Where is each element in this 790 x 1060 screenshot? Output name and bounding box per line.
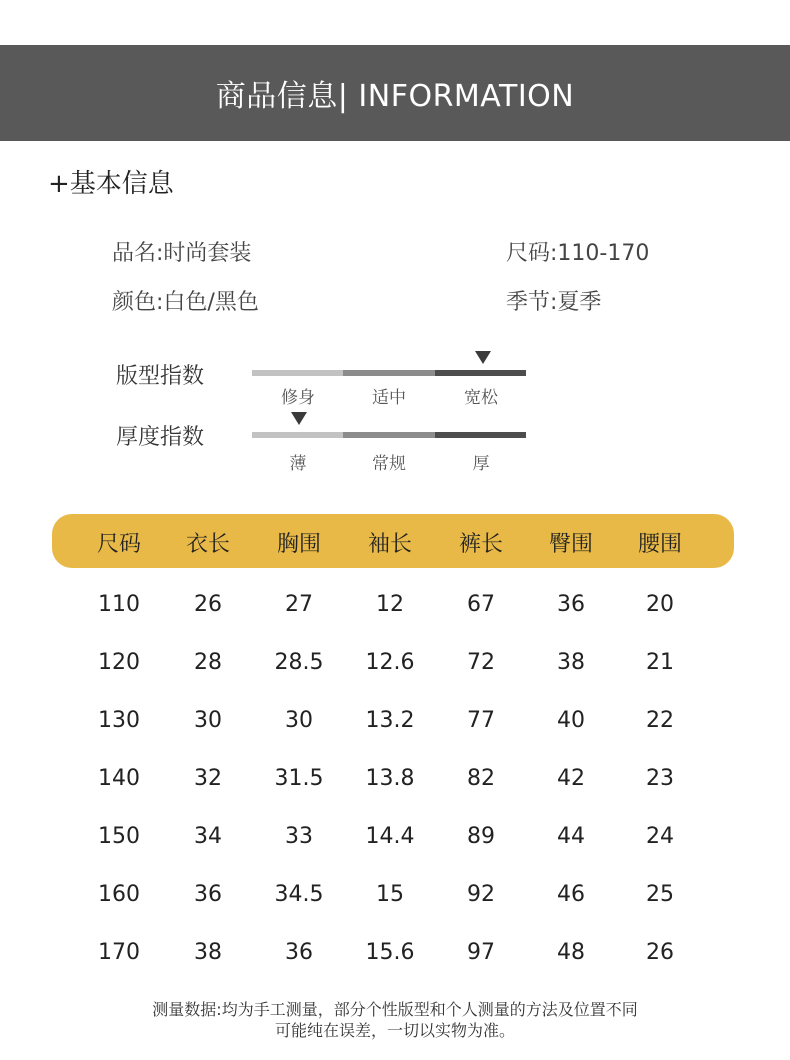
cell-waist: 26	[646, 940, 674, 965]
cell-hip: 48	[557, 940, 585, 965]
cell-hip: 38	[557, 650, 585, 675]
cell-hip: 44	[557, 824, 585, 849]
cell-chest: 34.5	[274, 882, 324, 907]
cell-pants-length: 97	[467, 940, 495, 965]
cell-pants-length: 72	[467, 650, 495, 675]
fit-option-loose: 宽松	[464, 388, 498, 408]
column-header-chest: 胸围	[276, 532, 321, 557]
thickness-selected-marker-icon	[291, 412, 307, 425]
cell-top-length: 28	[194, 650, 222, 675]
thickness-option-thin: 薄	[289, 454, 307, 474]
thickness-option-thick: 厚	[472, 454, 490, 474]
cell-size: 170	[98, 940, 140, 965]
fit-segment-loose	[435, 370, 526, 376]
cell-waist: 20	[646, 592, 674, 617]
cell-hip: 42	[557, 766, 585, 791]
thickness-segment-thin	[252, 432, 343, 438]
cell-sleeve: 12.6	[365, 650, 415, 675]
cell-size: 120	[98, 650, 140, 675]
cell-top-length: 30	[194, 708, 222, 733]
column-header-waist: 腰围	[637, 532, 682, 557]
cell-size: 110	[98, 592, 140, 617]
fit-index-label: 版型指数	[116, 364, 205, 389]
table-row	[0, 818, 790, 858]
size-range: 尺码:110-170	[506, 241, 650, 266]
column-header-size: 尺码	[96, 532, 141, 557]
cell-top-length: 26	[194, 592, 222, 617]
cell-waist: 23	[646, 766, 674, 791]
product-name: 品名:时尚套装	[112, 241, 252, 266]
table-row	[0, 702, 790, 742]
cell-size: 130	[98, 708, 140, 733]
cell-size: 160	[98, 882, 140, 907]
cell-pants-length: 92	[467, 882, 495, 907]
table-row	[0, 760, 790, 800]
fit-index-bar	[252, 370, 526, 376]
cell-chest: 28.5	[274, 650, 324, 675]
footer-note-line-1: 测量数据:均为手工测量，部分个性版型和个人测量的方法及位置不同	[152, 1000, 638, 1019]
cell-hip: 40	[557, 708, 585, 733]
footer-note-line-2: 可能纯在误差，一切以实物为准。	[274, 1021, 515, 1040]
thickness-segment-normal	[343, 432, 434, 438]
cell-pants-length: 89	[467, 824, 495, 849]
thickness-option-normal: 常规	[372, 454, 406, 474]
cell-waist: 24	[646, 824, 674, 849]
column-header-top-length: 衣长	[185, 532, 230, 557]
table-row	[0, 876, 790, 916]
product-color: 颜色:白色/黑色	[112, 290, 259, 315]
cell-top-length: 36	[194, 882, 222, 907]
cell-sleeve: 12	[376, 592, 404, 617]
page-title: 商品信息| INFORMATION	[215, 79, 575, 114]
cell-pants-length: 77	[467, 708, 495, 733]
thickness-index-label: 厚度指数	[116, 425, 205, 450]
cell-sleeve: 14.4	[365, 824, 415, 849]
cell-chest: 33	[285, 824, 313, 849]
cell-chest: 31.5	[274, 766, 324, 791]
cell-pants-length: 67	[467, 592, 495, 617]
thickness-index-bar	[252, 432, 526, 438]
cell-top-length: 38	[194, 940, 222, 965]
basic-info-title: +基本信息	[48, 169, 174, 199]
size-table-header	[52, 514, 734, 568]
cell-pants-length: 82	[467, 766, 495, 791]
cell-top-length: 34	[194, 824, 222, 849]
table-row	[0, 586, 790, 626]
product-season: 季节:夏季	[506, 290, 602, 315]
cell-size: 150	[98, 824, 140, 849]
cell-waist: 25	[646, 882, 674, 907]
table-row	[0, 644, 790, 684]
cell-chest: 27	[285, 592, 313, 617]
cell-chest: 30	[285, 708, 313, 733]
fit-segment-regular	[343, 370, 434, 376]
column-header-pants-length: 裤长	[458, 532, 503, 557]
fit-selected-marker-icon	[475, 351, 491, 364]
thickness-segment-thick	[435, 432, 526, 438]
fit-option-regular: 适中	[372, 388, 406, 408]
cell-waist: 22	[646, 708, 674, 733]
cell-sleeve: 13.8	[365, 766, 415, 791]
cell-waist: 21	[646, 650, 674, 675]
table-row	[0, 934, 790, 974]
cell-size: 140	[98, 766, 140, 791]
cell-hip: 36	[557, 592, 585, 617]
info-header-band	[0, 45, 790, 141]
column-header-sleeve: 袖长	[367, 532, 412, 557]
fit-option-slim: 修身	[281, 388, 315, 408]
cell-sleeve: 15.6	[365, 940, 415, 965]
column-header-hip: 臀围	[548, 532, 593, 557]
cell-sleeve: 15	[376, 882, 404, 907]
cell-sleeve: 13.2	[365, 708, 415, 733]
cell-hip: 46	[557, 882, 585, 907]
cell-chest: 36	[285, 940, 313, 965]
cell-top-length: 32	[194, 766, 222, 791]
fit-segment-slim	[252, 370, 343, 376]
